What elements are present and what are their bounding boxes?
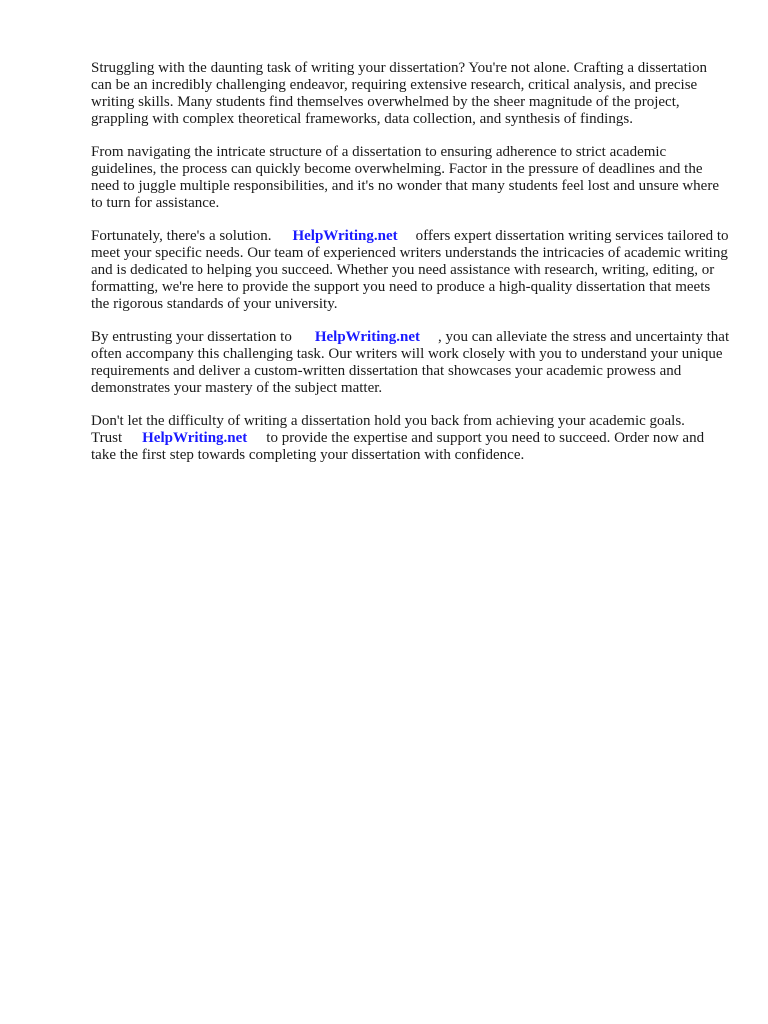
paragraph-entrust xyxy=(91,329,731,397)
paragraph-text: Fortunately, there's a solution. xyxy=(91,228,272,244)
helpwriting-link[interactable]: HelpWriting.net xyxy=(292,228,398,244)
paragraph-challenges xyxy=(91,144,731,212)
paragraph-text: Don't let the difficulty of writing a dissertation hold you back from achieving your academic goals. Trust xyxy=(91,413,685,446)
paragraph-text: , you can alleviate the stress and uncertainty that often accompany this challenging task. Our writers will work closely with you to understand your unique requirements and deliver a custom-written dissertation that showcases your academic prowess and demonstrates your mastery of the subject matter. xyxy=(91,329,730,396)
paragraph-text: From navigating the intricate structure of a dissertation to ensuring adherence to strict academic guidelines, the process can quickly become overwhelming. Factor in the pressure of deadlines and the need to juggle multiple responsibilities, and it's no wonder that many students feel lost and unsure where to turn for assistance. xyxy=(91,144,719,211)
paragraph-text: to provide the expertise and support you need to succeed. Order now and take the first step towards completing your dissertation with confidence. xyxy=(91,430,705,463)
paragraph-text: offers expert dissertation writing services tailored to meet your specific needs. Our team of experienced writers understands the intricacies of academic writing and is dedicated to helping you succeed. Whether you need assistance with research, writing, editing, or formatting, we're here to provide the support you need to produce a high-quality dissertation that meets the rigorous standards of your university. xyxy=(91,228,729,312)
paragraph-intro xyxy=(91,60,731,128)
helpwriting-link[interactable]: HelpWriting.net xyxy=(142,430,248,446)
paragraph-text: By entrusting your dissertation to xyxy=(91,329,292,345)
paragraph-call-to-action xyxy=(91,413,731,464)
paragraph-text: Struggling with the daunting task of writing your dissertation? You're not alone. Crafting a dissertation can be an incredibly challenging endeavor, requiring extensive research, critical analysis, and precise writing skills. Many students find themselves overwhelmed by the sheer magnitude of the project, grappling with complex theoretical frameworks, data collection, and synthesis of findings. xyxy=(91,60,707,127)
paragraph-solution xyxy=(91,228,731,313)
helpwriting-link[interactable]: HelpWriting.net xyxy=(314,329,420,345)
document-body xyxy=(91,60,731,480)
